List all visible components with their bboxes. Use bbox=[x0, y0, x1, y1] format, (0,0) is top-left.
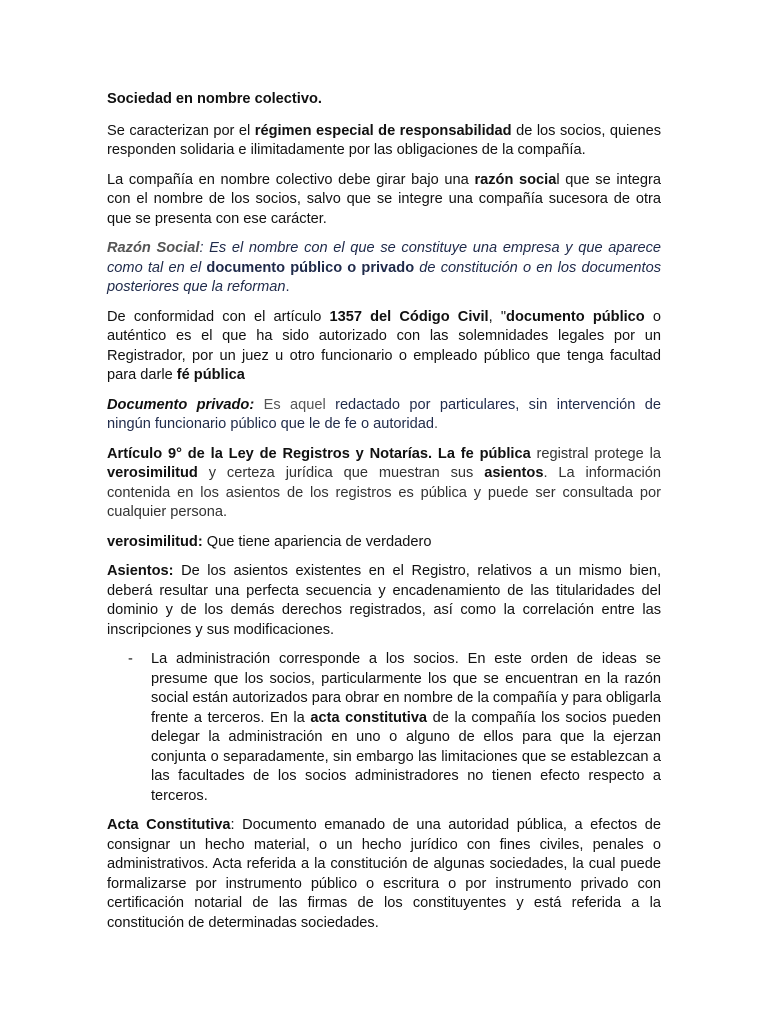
definition-asientos: Asientos: De los asientos existentes en el Registro, relativos a un mismo bien, deberá resultar una perfecta secuencia y encadenamiento de las titularidades del dominio y de los demás derechos registrados, así como la correlación entre las inscripciones y sus modificaciones. bbox=[107, 563, 661, 638]
definition-razon-social: Razón Social: Es el nombre con el que se constituye una empresa y que aparece como tal en el documento público o privado de constitución o en los documentos posteriores que la reforman. bbox=[107, 240, 661, 295]
document-page bbox=[107, 90, 661, 943]
paragraph-articulo-9: Artículo 9° de la Ley de Registros y Notarías. La fe pública registral protege la verosimilitud y certeza jurídica que muestran sus asientos. La información contenida en los asientos de los registros es pública y puede ser consultada por cualquier persona. bbox=[107, 445, 661, 520]
paragraph-regimen: Se caracterizan por el régimen especial de responsabilidad de los socios, quienes responden solidaria e ilimitadamente por las obligaciones de la compañía. bbox=[107, 122, 662, 158]
definition-acta-constitutiva: Acta Constitutiva: Documento emanado de una autoridad pública, a efectos de consignar un hecho material, o un hecho jurídico con fines civiles, penales o administrativos. Acta referida a la constitución de algunas sociedades, la cual puede formalizarse por instrumento público o escritura o por instrumento privado con certificación notarial de las firmas de los constituyentes y está referida a la constitución de determinadas sociedades. bbox=[107, 817, 662, 931]
bullet-text: La administración corresponde a los socios. En este orden de ideas se presume que los socios, particularmente los que se encuentran en la razón social están autorizados para obrar en nombre de la compañía y para obligarla frente a terceros. En la acta constitutiva de la compañía los socios pueden delegar la administración en uno o alguno de ellos para que la ejerzan conjunta o separadamente, sin embargo las limitaciones que se establezcan a las facultades de los socios administradores no tienen efecto respecto a terceros. bbox=[151, 651, 661, 804]
definition-documento-privado: Documento privado: Es aquel redactado por particulares, sin intervención de ningún funcionario público que le de fe o autoridad. bbox=[107, 396, 662, 432]
definition-verosimilitud: verosimilitud: Que tiene apariencia de verdadero bbox=[107, 533, 432, 550]
paragraph-codigo-civil: De conformidad con el artículo 1357 del Código Civil, "documento público o auténtico es el que ha sido autorizado con las solemnidades legales por un Registrador, por un juez u otro funcionario o empleado público que tenga facultad para darle fé pública bbox=[107, 308, 661, 383]
list-item bbox=[107, 650, 661, 806]
paragraph-razon-social-intro: La compañía en nombre colectivo debe girar bajo una razón social que se integra con el nombre de los socios, salvo que se integre una compañía sucesora de otra que se presenta con ese carácter. bbox=[107, 171, 661, 227]
bullet-dash: - bbox=[128, 651, 133, 667]
section-title: Sociedad en nombre colectivo. bbox=[107, 91, 322, 107]
